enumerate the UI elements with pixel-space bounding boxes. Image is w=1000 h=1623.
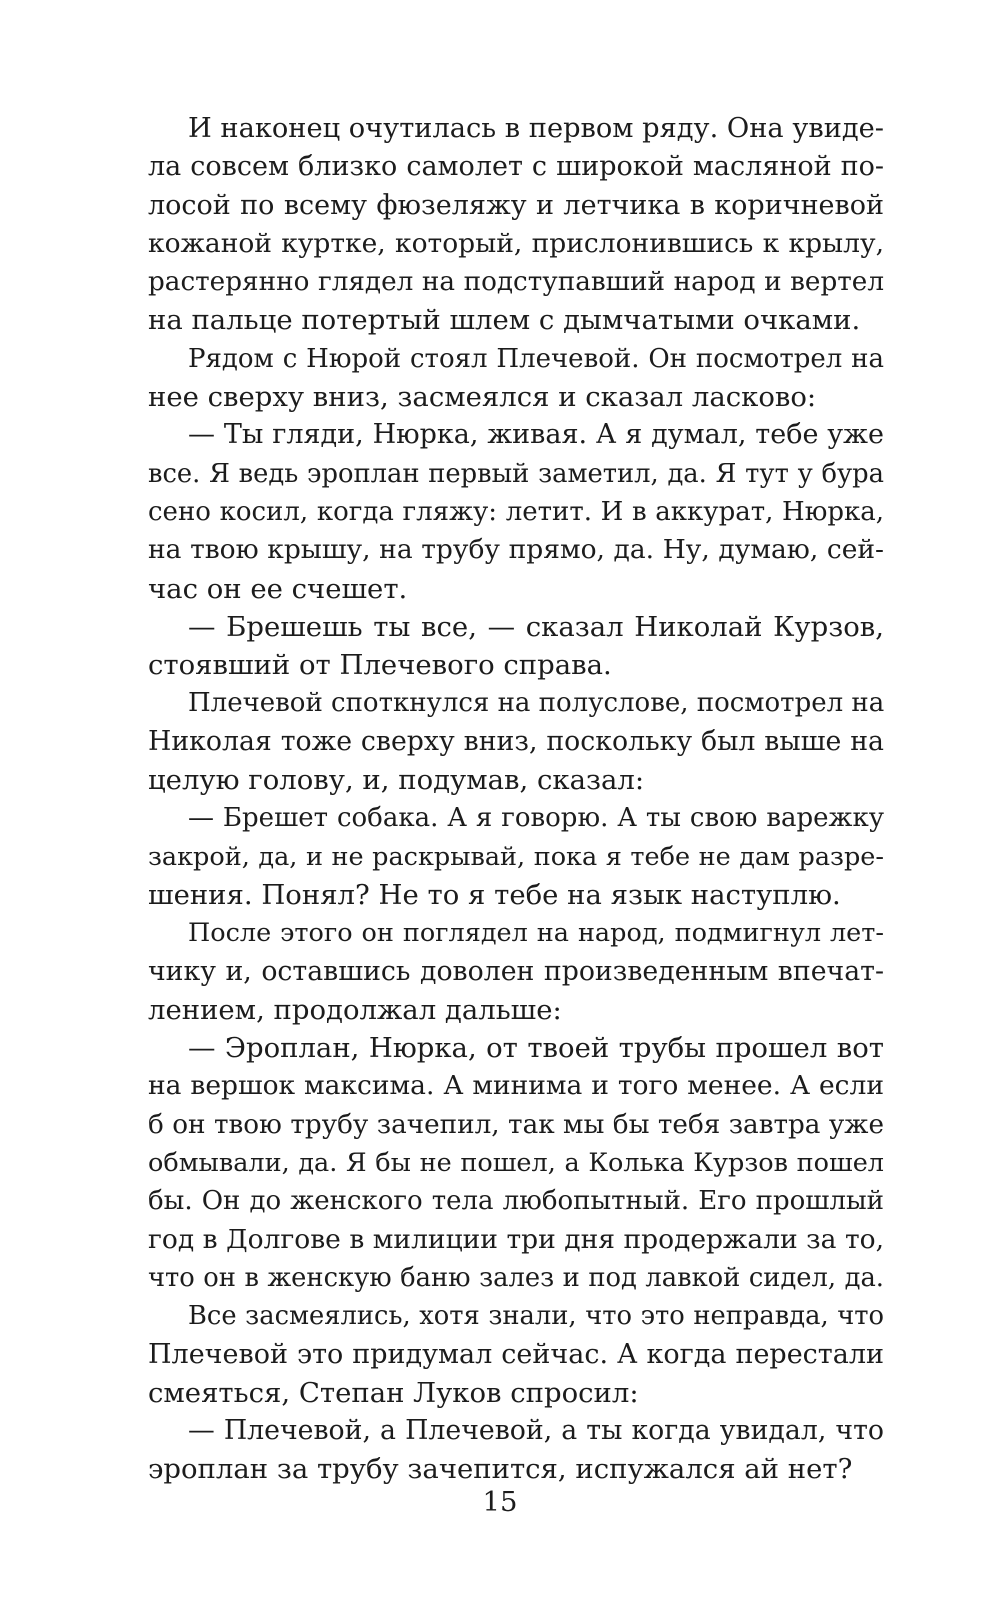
- text-line: растерянно глядел на подступавший народ и вертел: [148, 267, 884, 298]
- text-line: сено косил, когда гляжу: летит. И в аккурат, Нюрка,: [148, 496, 884, 527]
- text-line: Плечевой споткнулся на полуслове, посмотрел на: [188, 688, 885, 719]
- text-line: обмывали, да. Я бы не пошел, а Колька Курзов пошел: [148, 1148, 884, 1179]
- text-line: Все засмеялись, хотя знали, что это неправда, что: [188, 1301, 884, 1332]
- text-line: б он твою трубу зачепил, так мы бы тебя завтра уже: [148, 1109, 884, 1140]
- text-line: И наконец очутилась в первом ряду. Она увиде-: [188, 113, 884, 144]
- book-page-text: [148, 110, 884, 1489]
- text-line: лосой по всему фюзеляжу и летчика в коричневой: [148, 189, 884, 221]
- text-line: — Ты гляди, Нюрка, живая. А я думал, тебе уже: [188, 419, 884, 451]
- text-line: все. Я ведь эроплан первый заметил, да. Я тут у бура: [148, 458, 884, 489]
- text-line: бы. Он до женского тела любопытный. Его прошлый: [148, 1186, 884, 1217]
- text-line: шения. Понял? Не то я тебе на язык наступлю.: [148, 878, 841, 911]
- text-line: — Плечевой, а Плечевой, а ты когда увидал, что: [188, 1415, 884, 1447]
- text-line: Николая тоже сверху вниз, поскольку был выше на: [148, 725, 884, 757]
- page-number: 15: [482, 1486, 518, 1518]
- text-line: Рядом с Нюрой стоял Плечевой. Он посмотрел на: [188, 343, 884, 374]
- text-line: год в Долгове в милиции три дня продержали за то,: [148, 1223, 884, 1255]
- text-line: что он в женскую баню залез и под лавкой сидел, да.: [148, 1262, 884, 1293]
- text-line: целую голову, и, подумав, сказал:: [148, 764, 645, 797]
- text-line: на пальце потертый шлем с дымчатыми очками.: [148, 304, 861, 337]
- text-line: час он ее счешет.: [148, 572, 408, 605]
- text-line: эроплан за трубу зачепится, испужался ай нет?: [148, 1453, 853, 1486]
- text-line: — Брешет собака. А я говорю. А ты свою варежку: [188, 803, 884, 834]
- text-line: нее сверху вниз, засмеялся и сказал ласково:: [148, 381, 817, 414]
- text-line: на твою крышу, на трубу прямо, да. Ну, думаю, сей-: [148, 534, 884, 566]
- text-line: стоявший от Плечевого справа.: [148, 649, 612, 682]
- text-line: смеяться, Степан Луков спросил:: [148, 1376, 639, 1409]
- text-line: Плечевой это придумал сейчас. А когда перестали: [148, 1338, 884, 1370]
- text-line: лением, продолжал дальше:: [148, 993, 562, 1026]
- text-line: на вершок максима. А минима и того менее. А если: [148, 1070, 884, 1102]
- text-line: После этого он поглядел на народ, подмигнул лет-: [188, 918, 884, 949]
- text-line: закрой, да, и не раскрывай, пока я тебе не дам разре-: [148, 841, 884, 872]
- text-line: — Эроплан, Нюрка, от твоей трубы прошел вот: [188, 1032, 884, 1065]
- text-line: чику и, оставшись доволен произведенным впечат-: [148, 955, 884, 987]
- text-line: — Брешешь ты все, — сказал Николай Курзов,: [188, 610, 884, 643]
- text-line: ла совсем близко самолет с широкой масляной по-: [148, 151, 884, 183]
- text-line: кожаной куртке, который, прислонившись к крылу,: [148, 227, 884, 259]
